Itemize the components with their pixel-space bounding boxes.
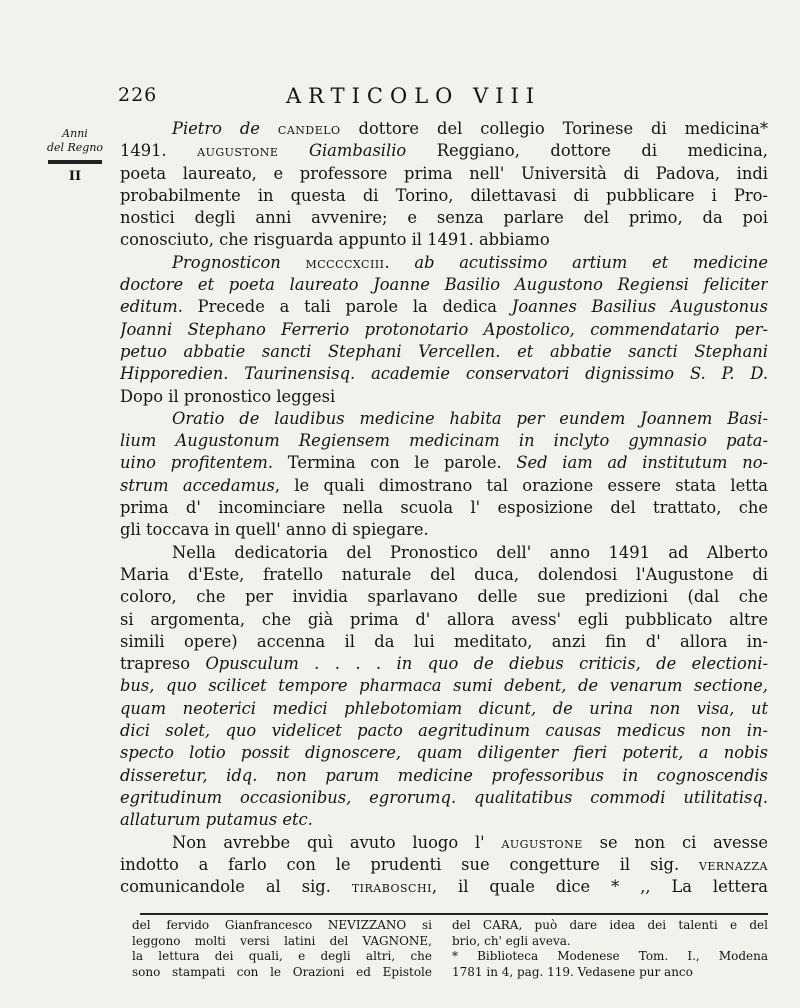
text-line	[120, 832, 768, 854]
text-span: ab acutissimo artium et medicine	[414, 252, 768, 272]
text-line	[120, 809, 768, 831]
text-span: conosciuto, che risguarda appunto il 1491. abbiamo	[120, 230, 550, 250]
text-line	[120, 341, 768, 363]
footnote-line: del CARA, può dare idea dei talenti e del	[452, 918, 768, 932]
text-line	[120, 207, 768, 229]
text-span: Opusculum . . . . in quo de diebus criticis, de electioni-	[205, 654, 768, 674]
footnote-line: la lettura dei quali, e degli altri, che	[132, 949, 432, 963]
text-line	[120, 118, 768, 140]
text-line	[120, 140, 768, 162]
text-span: prima d' incominciare nella scuola l' esposizione del trattato, che	[120, 498, 768, 518]
margin-note-line2: del Regno	[46, 141, 104, 154]
text-span: egritudinum occasionibus, egrorumq. qualitatibus commodi utilitatisq.	[120, 787, 768, 807]
footnote-line: brio, ch' egli aveva.	[452, 933, 571, 948]
text-span: Reggiano, dottore di medicina,	[406, 141, 768, 161]
text-span: Nella dedicatoria del Pronostico dell' anno 1491 ad Alberto	[172, 542, 768, 562]
text-span: . Precede a tali parole la dedica	[177, 297, 512, 317]
text-span: editum	[120, 297, 178, 317]
footnote-rule	[140, 913, 768, 915]
footnote-line: leggono molti versi latini del VAGNONE,	[132, 933, 432, 948]
footnotes-right-column	[452, 918, 768, 980]
text-line	[120, 675, 768, 697]
margin-note-line1: Anni	[62, 127, 88, 140]
text-line	[120, 653, 768, 675]
text-line	[120, 876, 768, 898]
text-line	[120, 386, 768, 408]
text-span: si argomenta, che già prima d' allora avess' egli pubblicato altre	[120, 609, 768, 629]
text-span: trapreso	[120, 654, 206, 674]
text-line	[120, 586, 768, 608]
text-line	[120, 765, 768, 787]
text-line	[120, 854, 768, 876]
footnote-line: * Biblioteca Modenese Tom. I., Modena	[452, 949, 768, 963]
text-line	[120, 452, 768, 474]
text-span	[278, 141, 309, 160]
text-line	[120, 631, 768, 653]
text-span: Hipporedien. Taurinensisq. academie conservatori dignissimo S. P. D.	[120, 364, 768, 384]
text-span: Non avrebbe quì avuto luogo l'	[172, 832, 502, 852]
text-line	[120, 229, 768, 251]
text-span: gli toccava in quell' anno di spiegare.	[120, 520, 429, 540]
text-line	[120, 408, 768, 430]
text-line	[120, 497, 768, 519]
text-line	[120, 564, 768, 586]
text-span: augustone	[197, 141, 279, 161]
text-span: se non ci avesse	[582, 832, 768, 852]
text-span: poeta laureato, e professore prima nell' Università di Padova, indi	[120, 163, 768, 183]
text-span: disseretur, idq. non parum medicine professoribus in cognoscendis	[120, 765, 768, 785]
text-span: Giambasilio	[308, 141, 407, 161]
text-span: Sed iam ad institutum no-	[516, 453, 768, 473]
text-line	[120, 363, 768, 385]
text-span: Prognosticon	[172, 252, 306, 272]
text-line	[120, 185, 768, 207]
running-head: ARTICOLO VIII	[286, 84, 542, 108]
text-span: Dopo il pronostico leggesi	[120, 386, 336, 406]
text-line	[120, 742, 768, 764]
text-line	[120, 296, 768, 318]
footnote-line: sono stampati con le Orazioni ed Epistole	[132, 964, 432, 979]
text-span: petuo abbatie sancti Stephani Vercellen. et abbatie sancti Stephani	[120, 341, 768, 361]
text-span: dici solet, quo videlicet pacto aegritudinum causas medicus non in-	[120, 721, 768, 741]
text-line	[120, 609, 768, 631]
text-span: Oratio de laudibus medicine habita per eundem Joannem Basi-	[172, 408, 768, 428]
footnotes-left-column	[132, 918, 432, 980]
text-span: tiraboschi	[351, 877, 432, 897]
text-span: , le quali dimostrano tal orazione essere stata letta	[274, 475, 768, 495]
text-line	[120, 319, 768, 341]
text-line	[120, 720, 768, 742]
body-text	[120, 118, 768, 898]
text-span: bus, quo scilicet tempore pharmaca sumi debent, de venarum sectione,	[120, 676, 768, 696]
text-span: uino profitentem	[120, 453, 268, 473]
margin-rule	[48, 160, 102, 164]
text-span: allaturum putamus etc.	[120, 810, 313, 830]
text-span: strum accedamus	[120, 475, 275, 495]
text-span: comunicandole al sig.	[120, 877, 352, 897]
text-span: augustone	[501, 832, 583, 852]
text-span: Maria d'Este, fratello naturale del duca, dolendosi l'Augustone di	[120, 564, 768, 584]
margin-note	[30, 127, 120, 184]
text-line	[120, 430, 768, 452]
footnote-line: del fervido Gianfrancesco NEVIZZANO si	[132, 918, 432, 932]
text-span: , il quale dice * ,, La lettera	[431, 877, 768, 897]
text-span: lium Augustonum Regiensem medicinam in inclyto gymnasio pata-	[120, 431, 768, 451]
text-span: doctore et poeta laureato Joanne Basilio Augustono Regiensi feliciter	[120, 275, 768, 295]
text-line	[120, 252, 768, 274]
footnote-line: 1781 in 4, pag. 119. Vedasene pur anco	[452, 964, 693, 979]
text-span: nostici degli anni avvenire; e senza parlare del primo, da poi	[120, 208, 768, 228]
text-span: 1491.	[120, 141, 198, 161]
text-span: simili opere) accenna il da lui meditato, anzi fin d' allora in-	[120, 631, 768, 651]
text-span: Joanni Stephano Ferrerio protonotario Apostolico, commendatario per-	[120, 319, 768, 339]
text-span: indotto a farlo con le prudenti sue congetture il sig.	[120, 854, 699, 874]
text-span: mccccxciii	[305, 252, 385, 272]
text-span: vernazza	[698, 854, 768, 874]
text-span: Pietro de	[172, 119, 278, 138]
text-span: dottore del collegio Torinese di medicina*	[340, 119, 768, 138]
text-line	[120, 698, 768, 720]
text-line	[120, 519, 768, 541]
text-span: Joannes Basilius Augustonus	[511, 297, 768, 317]
text-line	[120, 787, 768, 809]
text-span: coloro, che per invidia sparlavano delle sue predizioni (dal che	[120, 587, 768, 607]
text-span: quam neoterici medici phlebotomiam dicunt, de urina non visa, ut	[120, 698, 768, 718]
text-line	[120, 542, 768, 564]
text-line	[120, 475, 768, 497]
text-line	[120, 274, 768, 296]
text-span: specto lotio possit dignoscere, quam diligenter fieri poterit, a nobis	[120, 743, 768, 763]
text-span: candelo	[277, 119, 341, 138]
text-line	[120, 163, 768, 185]
text-span: probabilmente in questa di Torino, dilettavasi di pubblicare i Pro-	[120, 185, 768, 205]
text-span: .	[384, 252, 415, 272]
page-header	[118, 84, 768, 114]
text-span: . Termina con le parole.	[267, 453, 517, 473]
margin-note-year: II	[68, 169, 82, 184]
page-number: 226	[118, 84, 158, 106]
